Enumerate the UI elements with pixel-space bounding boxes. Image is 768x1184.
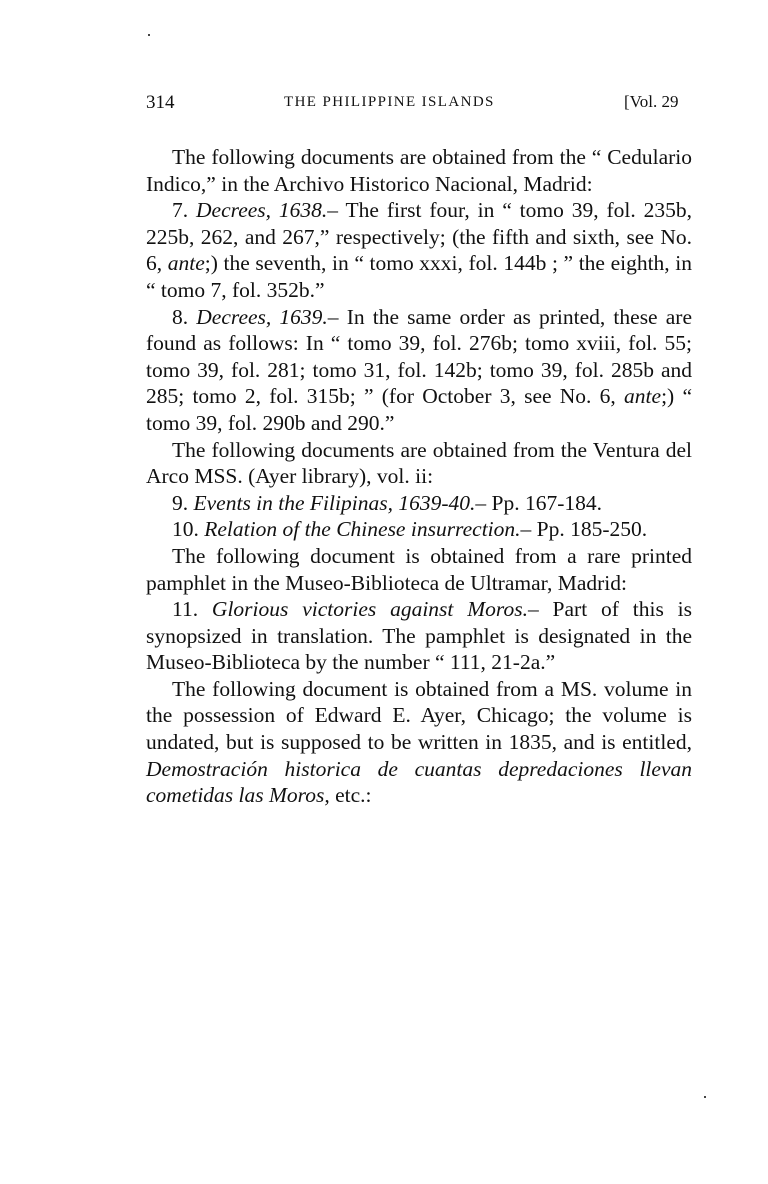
item-text: – Pp. 167-184.: [475, 490, 602, 515]
item-number: 10.: [172, 517, 199, 542]
running-title: THE PHILIPPINE ISLANDS: [284, 94, 495, 110]
paragraph-intro-ventura: [146, 437, 692, 490]
item-text: – Part of this is synopsized in translation. The pamphlet is designated in the Museo-Biblioteca by the number “ 111, 21-2a.”: [146, 597, 693, 675]
item-text-end: ;) “ tomo 39, fol. 290b and 290.”: [146, 384, 692, 435]
item-number: 7.: [172, 198, 189, 223]
ante-ref: ante: [624, 384, 662, 409]
item-title: Events in the Filipinas, 1639-40.: [193, 490, 476, 515]
print-speck: [148, 34, 150, 36]
paragraph-intro-cedulario: [146, 144, 692, 197]
page-number: 314: [146, 92, 175, 113]
item-text-end: ;) the seventh, in “ tomo xxxi, fol. 144b ; ” the eighth, in “ tomo 7, fol. 352b.”: [146, 251, 693, 302]
list-item-11: [146, 596, 692, 676]
paragraph-text: The following documents are obtained from the “ Cedulario Indico,” in the Archivo Historico Nacional, Madrid:: [146, 145, 692, 196]
item-title: Decrees, 1639.: [196, 304, 328, 329]
list-item-7: [146, 197, 692, 303]
running-header: [146, 92, 694, 120]
item-title: Relation of the Chinese insurrection.: [204, 517, 521, 542]
item-title: Glorious victories against Moros.: [211, 597, 528, 622]
item-title: Decrees, 1638.: [196, 198, 328, 223]
document-title: Demostración historica de cuantas depredaciones llevan cometidas las Moros,: [146, 756, 692, 808]
paragraph-intro-ayer: [146, 676, 692, 809]
paragraph-text: The following document is obtained from a MS. volume in the possession of Edward E. Ayer, Chicago; the volume is undated, but is supposed to be written in 1835, and is entitled,: [146, 676, 692, 755]
item-number: 8.: [172, 304, 189, 329]
list-item-8: [146, 304, 692, 437]
item-text: – In the same order as printed, these are found as follows: In “ tomo 39, fol. 276b; tomo xviii, fol. 55; tomo 39, fol. 281; tomo 31, fol. 142b; tomo 39, fol. 285b and 285; tomo 2, fol. 315b; ” (for October 3, see No. 6,: [146, 304, 692, 409]
list-item-10: [146, 516, 692, 543]
item-number: 11.: [172, 597, 199, 622]
paragraph-text: The following documents are obtained from the Ventura del Arco MSS. (Ayer library), vol. ii:: [146, 437, 692, 489]
item-text: – Pp. 185-250.: [520, 517, 648, 542]
list-item-9: [146, 490, 692, 517]
item-text: – The first four, in “ tomo 39, fol. 235b, 225b, 262, and 267,” respectively; (the fifth and sixth, see No. 6,: [146, 198, 692, 276]
print-speck: [704, 1096, 706, 1098]
paragraph-text: The following document is obtained from a rare printed pamphlet in the Museo-Biblioteca de Ultramar, Madrid:: [146, 543, 692, 595]
volume-label: [Vol. 29: [624, 92, 679, 111]
item-number: 9.: [172, 490, 189, 515]
ante-ref: ante: [167, 251, 205, 276]
paragraph-intro-museo: [146, 543, 692, 596]
paragraph-end: etc.:: [335, 783, 372, 808]
body-text: [146, 144, 692, 809]
